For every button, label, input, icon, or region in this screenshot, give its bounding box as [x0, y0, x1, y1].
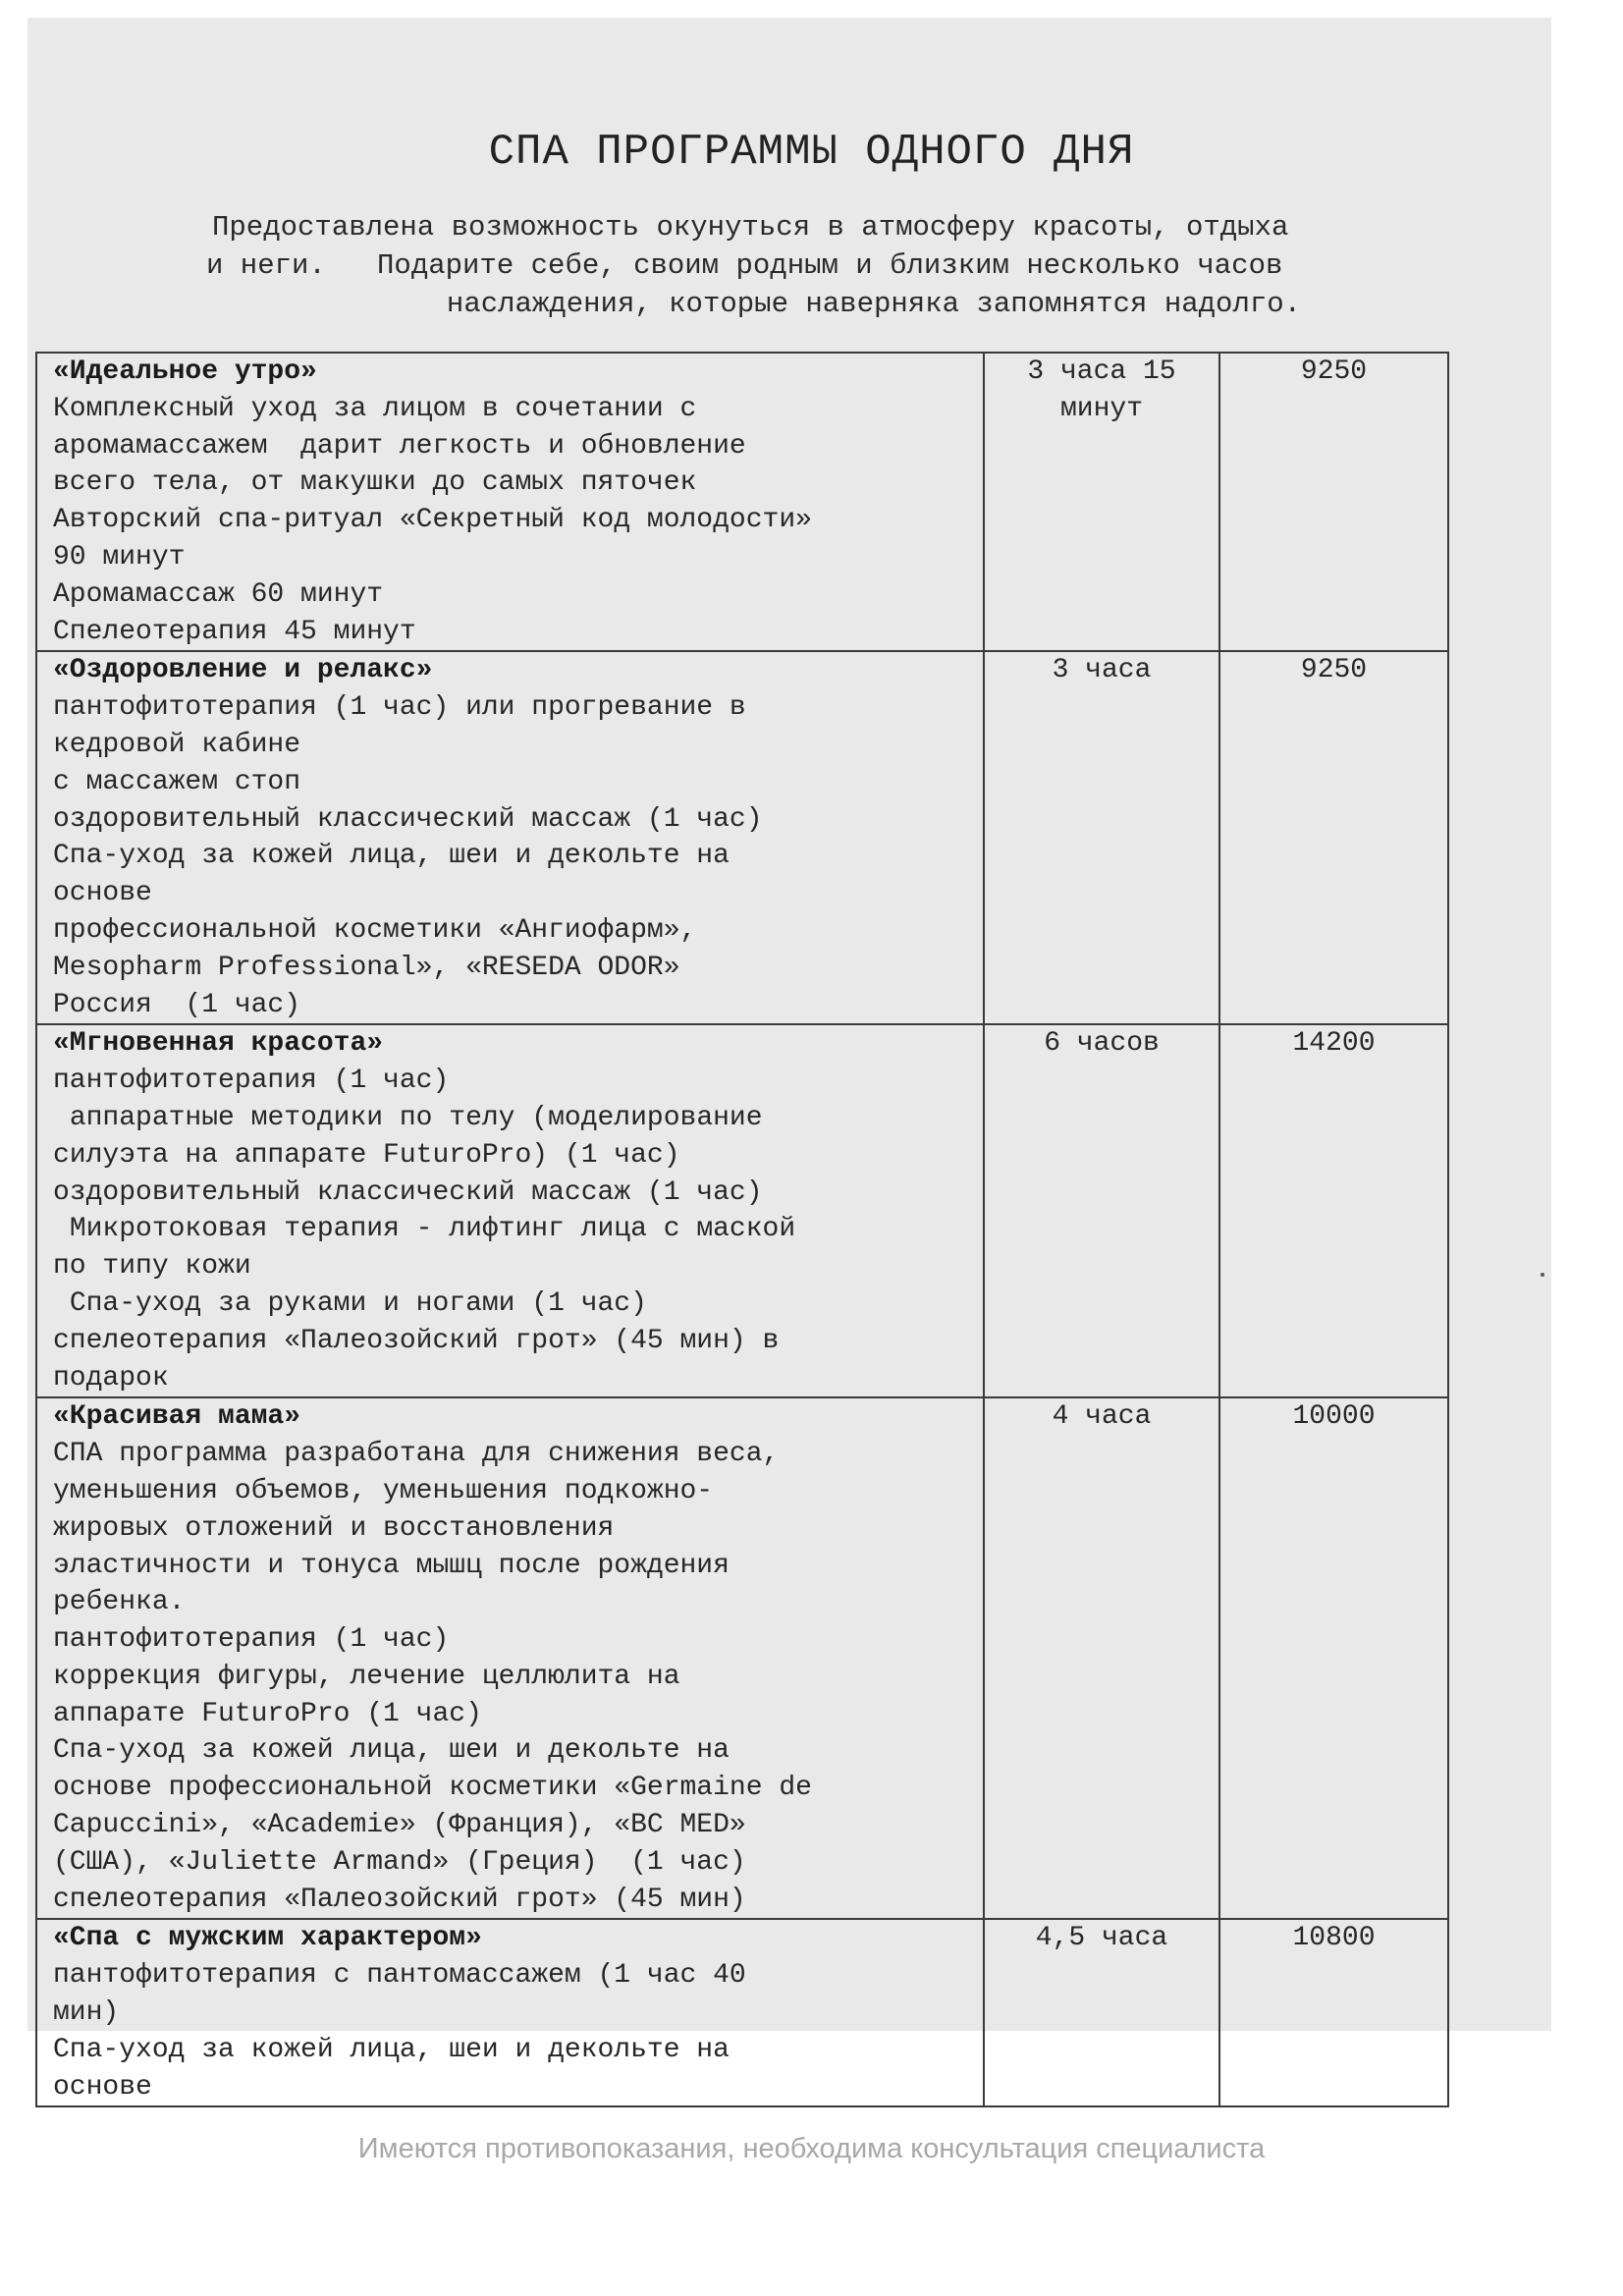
program-name: «Спа с мужским характером» [53, 1923, 482, 1954]
program-price: 9250 [1300, 356, 1368, 387]
program-detail-line: Аромамассаж 60 минут [53, 578, 384, 610]
intro-paragraph [206, 208, 1473, 323]
program-detail-line: подарок [53, 1362, 169, 1394]
program-duration: 4,5 часа [1035, 1923, 1168, 1954]
program-detail-line: 90 минут [53, 541, 186, 573]
program-detail-line: аппаратные методики по телу (моделирование [53, 1102, 763, 1133]
program-detail-line: уменьшения объемов, уменьшения подкожно- [53, 1475, 714, 1506]
program-duration-cell [984, 1397, 1219, 1919]
program-detail-line: Микротоковая терапия - лифтинг лица с маской [53, 1214, 796, 1245]
program-price: 14200 [1292, 1028, 1376, 1060]
program-duration: 6 часов [1044, 1028, 1160, 1060]
program-description-cell [36, 651, 984, 1024]
program-detail-line: Спа-уход за кожей лица, шеи и декольте на [53, 841, 730, 872]
program-duration-cell [984, 1919, 1219, 2106]
program-detail-line: с массажем стоп [53, 766, 301, 797]
program-detail-line: СПА программа разработана для снижения веса, [53, 1439, 780, 1470]
program-detail-line: пантофитотерапия (1 час) [53, 1066, 450, 1097]
program-detail-line: Mesopharm Professional», «RESEDA ODOR» [53, 952, 680, 983]
program-detail-line: Спелеотерапия 45 минут [53, 616, 416, 647]
program-duration: минут [1059, 393, 1143, 424]
program-price-cell [1219, 1024, 1448, 1397]
program-price-cell [1219, 651, 1448, 1024]
scan-speck [1541, 1273, 1544, 1277]
program-detail-line: ребенка. [53, 1587, 186, 1618]
program-description-cell [36, 1397, 984, 1919]
programs-table [35, 352, 1449, 2107]
program-row [36, 353, 1448, 651]
program-detail-line: Авторский спа-ритуал «Секретный код молодости» [53, 505, 812, 536]
program-detail-line: Спа-уход за руками и ногами (1 час) [53, 1287, 647, 1319]
program-detail-line: эластичности и тонуса мышц после рождения [53, 1550, 730, 1581]
program-detail-line: пантофитотерапия с пантомассажем (1 час 40 [53, 1960, 746, 1992]
program-duration: 3 часа [1052, 655, 1152, 686]
program-detail-line: пантофитотерапия (1 час) или прогревание в [53, 692, 746, 724]
program-name: «Мгновенная красота» [53, 1028, 384, 1060]
program-detail-line: по типу кожи [53, 1251, 251, 1283]
program-duration-cell [984, 353, 1219, 651]
program-detail-line: основе профессиональной косметики «Germaine de [53, 1773, 812, 1804]
program-row [36, 1919, 1448, 2106]
program-detail-line: аромамассажем дарит легкость и обновление [53, 430, 746, 462]
footer-disclaimer: Имеются противопоказания, необходима консультация специалиста [357, 2133, 1266, 2164]
program-price: 9250 [1300, 655, 1368, 686]
program-price-cell [1219, 1919, 1448, 2106]
program-price-cell [1219, 1397, 1448, 1919]
program-price-cell [1219, 353, 1448, 651]
program-detail-line: Capuccini», «Academie» (Франция), «BC MED» [53, 1810, 746, 1841]
program-detail-line: мин) [53, 1997, 120, 2029]
program-detail-line: Комплексный уход за лицом в сочетании с [53, 393, 697, 424]
intro-line: и неги. Подарите себе, своим родным и близким несколько часов [206, 249, 1283, 282]
program-detail-line: спелеотерапия «Палеозойский грот» (45 мин) в [53, 1325, 780, 1356]
program-name: «Красивая мама» [53, 1401, 301, 1433]
program-detail-line: спелеотерапия «Палеозойский грот» (45 мин) [53, 1884, 746, 1915]
program-detail-line: кедровой кабине [53, 729, 301, 760]
program-name: «Идеальное утро» [53, 356, 317, 387]
program-detail-line: всего тела, от макушки до самых пяточек [53, 467, 697, 499]
program-row [36, 1024, 1448, 1397]
program-detail-line: жировых отложений и восстановления [53, 1512, 615, 1544]
program-detail-line: аппарате FuturoPro (1 час) [53, 1698, 482, 1729]
program-row [36, 1397, 1448, 1919]
program-detail-line: профессиональной косметики «Ангиофарм», [53, 914, 697, 946]
program-detail-line: оздоровительный классический массаж (1 час) [53, 803, 763, 835]
program-detail-line: Спа-уход за кожей лица, шеи и декольте на [53, 1735, 730, 1767]
program-detail-line: Россия (1 час) [53, 989, 301, 1020]
program-row [36, 651, 1448, 1024]
program-detail-line: оздоровительный классический массаж (1 час) [53, 1176, 763, 1208]
page-title: СПА ПРОГРАММЫ ОДНОГО ДНЯ [488, 128, 1135, 177]
program-duration: 4 часа [1052, 1401, 1152, 1433]
program-detail-line: коррекция фигуры, лечение целлюлита на [53, 1661, 680, 1692]
program-detail-line: Спа-уход за кожей лица, шеи и декольте на [53, 2034, 730, 2065]
intro-line: Предоставлена возможность окунуться в атмосферу красоты, отдыха [212, 211, 1289, 244]
program-name: «Оздоровление и релакс» [53, 655, 433, 686]
program-description-cell [36, 1919, 984, 2106]
program-detail-line: основе [53, 878, 152, 909]
program-detail-line: (США), «Juliette Armand» (Греция) (1 час) [53, 1846, 746, 1878]
program-detail-line: пантофитотерапия (1 час) [53, 1624, 450, 1656]
program-duration: 3 часа 15 [1027, 356, 1176, 387]
program-price: 10800 [1292, 1923, 1376, 1954]
program-duration-cell [984, 1024, 1219, 1397]
program-description-cell [36, 353, 984, 651]
program-duration-cell [984, 651, 1219, 1024]
intro-line: наслаждения, которые наверняка запомнятся надолго. [446, 288, 1302, 320]
program-price: 10000 [1292, 1401, 1376, 1433]
program-detail-line: основе [53, 2071, 152, 2103]
program-detail-line: силуэта на аппарате FuturoPro) (1 час) [53, 1139, 680, 1171]
program-description-cell [36, 1024, 984, 1397]
